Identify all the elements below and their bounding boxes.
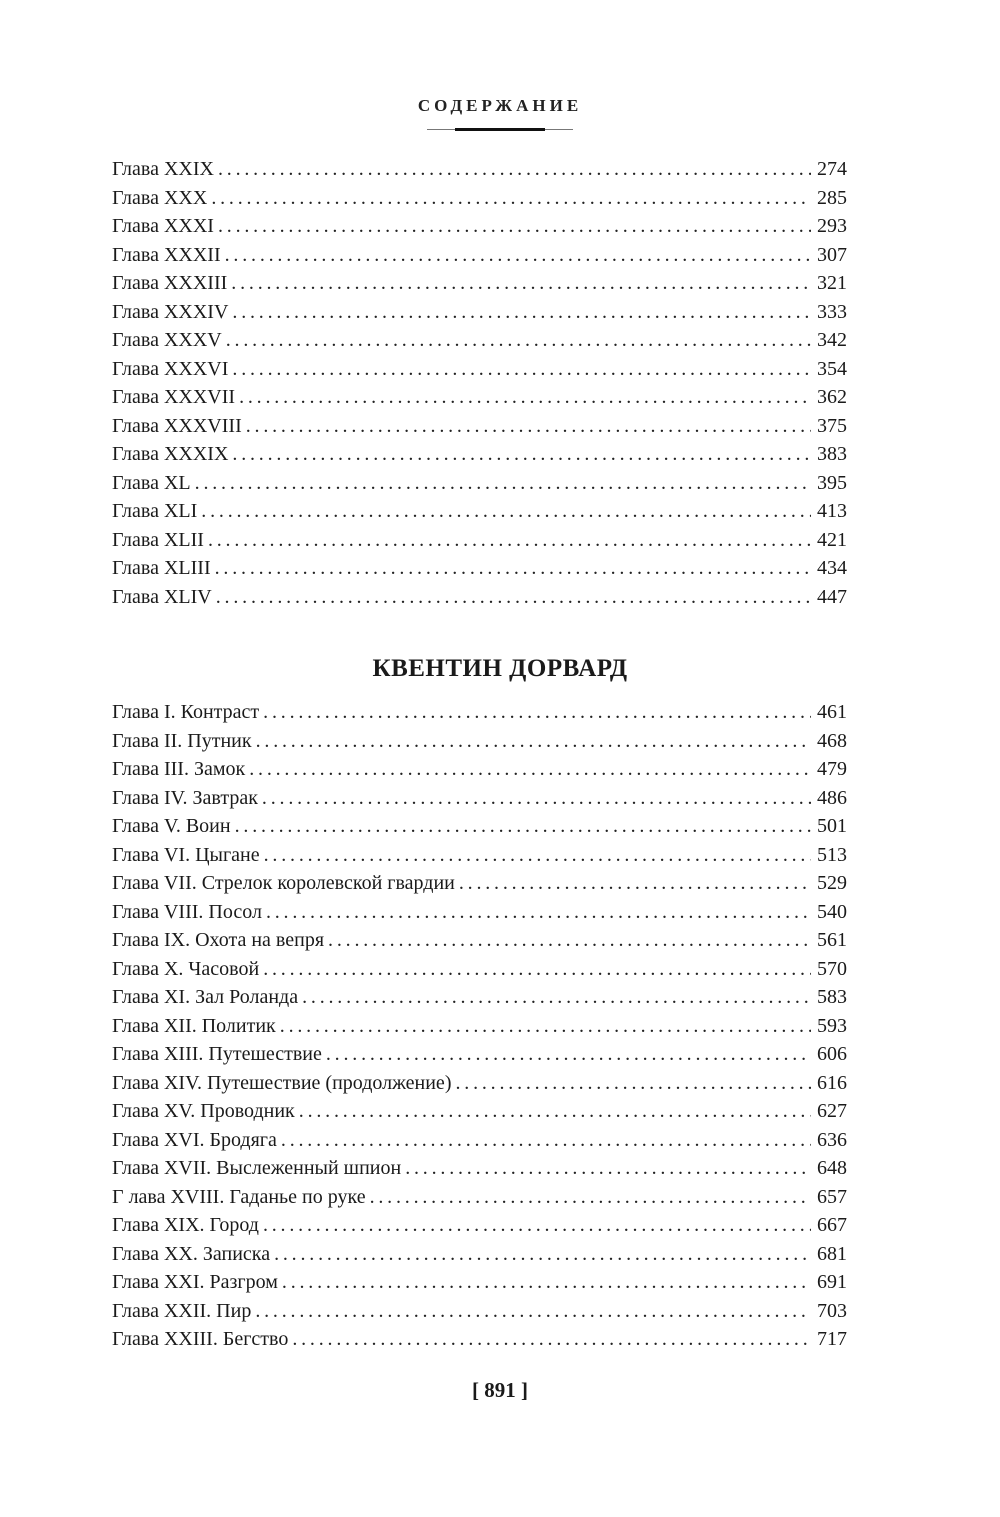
- dot-leader: [215, 554, 811, 583]
- dot-leader: [232, 440, 811, 469]
- toc-entry-title: Глава XLIV: [112, 585, 212, 608]
- dot-leader: [326, 1040, 811, 1069]
- toc-entry-page: 717: [817, 1328, 847, 1350]
- toc-entry-page: 461: [817, 701, 847, 723]
- toc-entry-title: Глава XLI: [112, 500, 198, 522]
- dot-leader: [292, 1325, 811, 1354]
- toc-entry[interactable]: [112, 1211, 847, 1240]
- toc-entry-page: 691: [817, 1271, 847, 1293]
- toc-entry[interactable]: [112, 497, 847, 526]
- toc-entry[interactable]: [112, 727, 847, 756]
- toc-entry-title: Глава XXII. Пир: [112, 1299, 252, 1322]
- toc-entry-title: Глава XXI. Разгром: [112, 1271, 278, 1293]
- toc-entry-title: Глава V. Воин: [112, 815, 231, 837]
- dot-leader: [274, 1240, 811, 1269]
- dot-leader: [459, 869, 811, 898]
- dot-leader: [455, 1069, 811, 1098]
- dot-leader: [281, 1126, 811, 1155]
- toc-entry-title: Глава XXXVII: [112, 386, 236, 408]
- toc-entry[interactable]: [112, 1268, 847, 1297]
- toc-entry-page: 375: [817, 414, 847, 437]
- dot-leader: [231, 269, 811, 298]
- dot-leader: [195, 469, 811, 498]
- toc-entry-title: Глава XV. Проводник: [112, 1100, 295, 1122]
- dot-leader: [218, 155, 811, 184]
- toc-entry-page: 383: [817, 443, 847, 465]
- toc-entry[interactable]: [112, 1126, 847, 1155]
- toc-entry[interactable]: [112, 812, 847, 841]
- toc-entry-title: Глава X. Часовой: [112, 957, 260, 980]
- toc-entry-title: Глава XLIII: [112, 557, 211, 579]
- toc-entry-title: Глава XXXVIII: [112, 414, 242, 437]
- toc-entry[interactable]: [112, 1069, 847, 1098]
- toc-entry-title: Глава II. Путник: [112, 729, 252, 752]
- toc-entry-page: 307: [817, 243, 847, 266]
- toc-entry-page: 681: [817, 1242, 847, 1265]
- toc-entry[interactable]: [112, 554, 847, 583]
- toc-entry-page: 648: [817, 1157, 847, 1179]
- toc-entry[interactable]: [112, 1297, 847, 1326]
- toc-entry-page: 703: [817, 1299, 847, 1322]
- toc-entry[interactable]: [112, 241, 847, 270]
- toc-entry-title: Глава XIV. Путешествие (продолжение): [112, 1071, 452, 1094]
- dot-leader: [280, 1012, 811, 1041]
- toc-entry-page: 501: [817, 815, 847, 837]
- page-number: [ 891 ]: [472, 1378, 528, 1402]
- toc-entry[interactable]: [112, 926, 847, 955]
- toc-entry[interactable]: [112, 298, 847, 327]
- toc-entry-page: 413: [817, 500, 847, 522]
- toc-entry-title: Глава XXX: [112, 186, 208, 209]
- toc-entry-title: Глава XII. Политик: [112, 1014, 276, 1037]
- toc-entry-page: 274: [817, 158, 847, 180]
- toc-entry-title: Глава XL: [112, 471, 191, 494]
- dot-leader: [246, 412, 811, 441]
- toc-entry-page: 293: [817, 215, 847, 237]
- toc-entry[interactable]: [112, 412, 847, 441]
- header-rule-accent: [455, 128, 545, 131]
- dot-leader: [249, 755, 811, 784]
- toc-entry-title: Глава XIII. Путешествие: [112, 1043, 322, 1065]
- dot-leader: [263, 1211, 811, 1240]
- toc-entry-title: Глава XXXV: [112, 329, 222, 351]
- toc-entry[interactable]: [112, 1012, 847, 1041]
- dot-leader: [232, 355, 811, 384]
- toc-entry-page: 593: [817, 1014, 847, 1037]
- toc-entry-page: 606: [817, 1043, 847, 1065]
- toc-entry-page: 513: [817, 843, 847, 866]
- toc-entry-page: 321: [817, 272, 847, 294]
- toc-entry[interactable]: [112, 955, 847, 984]
- toc-entry-page: 362: [817, 386, 847, 408]
- toc-entry-title: Глава XXXIV: [112, 300, 229, 323]
- dot-leader: [255, 1297, 811, 1326]
- toc-entry-title: Глава IX. Охота на вепря: [112, 929, 325, 951]
- toc-entry-title: Глава VII. Стрелок королевской гвардии: [112, 872, 455, 894]
- toc-entry-page: 285: [817, 186, 847, 209]
- toc-entry-title: Глава XLII: [112, 528, 204, 551]
- toc-entry[interactable]: [112, 383, 847, 412]
- dot-leader: [302, 983, 811, 1012]
- dot-leader: [232, 298, 811, 327]
- toc-entry-title: Глава XI. Зал Роланда: [112, 986, 299, 1008]
- toc-entry-title: Глава IV. Завтрак: [112, 786, 258, 809]
- toc-entry-title: Глава XXXIX: [112, 443, 229, 465]
- dot-leader: [218, 212, 811, 241]
- dot-leader: [328, 926, 811, 955]
- toc-entry[interactable]: [112, 1040, 847, 1069]
- dot-leader: [256, 727, 811, 756]
- toc-entry[interactable]: [112, 212, 847, 241]
- toc-entry-title: Глава XIX. Город: [112, 1214, 259, 1236]
- toc-entry-title: Г лава XVIII. Гаданье по руке: [112, 1185, 366, 1208]
- toc-entry-title: Глава VI. Цыгане: [112, 843, 260, 866]
- toc-entry[interactable]: [112, 869, 847, 898]
- toc-entry-page: 479: [817, 758, 847, 780]
- toc-entry[interactable]: [112, 841, 847, 870]
- toc-entry-title: Глава I. Контраст: [112, 701, 260, 723]
- toc-entry-page: 468: [817, 729, 847, 752]
- dot-leader: [264, 841, 811, 870]
- toc-entry-page: 529: [817, 872, 847, 894]
- toc-entry[interactable]: [112, 155, 847, 184]
- dot-leader: [211, 184, 811, 213]
- toc-entry-title: Глава XXIII. Бегство: [112, 1328, 289, 1350]
- toc-entry[interactable]: [112, 184, 847, 213]
- toc-entry-title: Глава III. Замок: [112, 758, 246, 780]
- toc-entry[interactable]: [112, 784, 847, 813]
- toc-entry-page: 627: [817, 1100, 847, 1122]
- toc-entry[interactable]: [112, 898, 847, 927]
- dot-leader: [226, 326, 811, 355]
- toc-entry-page: 447: [817, 585, 847, 608]
- dot-leader: [235, 812, 811, 841]
- toc-entry[interactable]: [112, 1154, 847, 1183]
- toc-entry[interactable]: [112, 1240, 847, 1269]
- dot-leader: [225, 241, 811, 270]
- dot-leader: [405, 1154, 811, 1183]
- toc-entry-page: 354: [817, 357, 847, 380]
- running-head: СОДЕРЖАНИЕ: [417, 96, 583, 115]
- dot-leader: [239, 383, 811, 412]
- toc-entry-title: Глава XXXI: [112, 215, 214, 237]
- toc-entry-title: Глава XXXII: [112, 243, 221, 266]
- dot-leader: [263, 955, 811, 984]
- toc-entry-page: 395: [817, 471, 847, 494]
- toc-entry[interactable]: [112, 355, 847, 384]
- toc-entry-page: 583: [817, 986, 847, 1008]
- toc-entry[interactable]: [112, 440, 847, 469]
- toc-entry-title: Глава XX. Записка: [112, 1242, 271, 1265]
- toc-entry[interactable]: [112, 469, 847, 498]
- toc-entry-title: Глава VIII. Посол: [112, 900, 262, 923]
- toc-entry-page: 342: [817, 329, 847, 351]
- dot-leader: [208, 526, 811, 555]
- toc-list-part1: [112, 155, 847, 611]
- dot-leader: [266, 898, 811, 927]
- toc-entry[interactable]: [112, 583, 847, 612]
- toc-entry[interactable]: [112, 1097, 847, 1126]
- toc-entry-title: Глава XXIX: [112, 158, 214, 180]
- toc-entry-page: 434: [817, 557, 847, 579]
- section-title: КВЕНТИН ДОРВАРД: [372, 655, 628, 682]
- toc-entry-page: 570: [817, 957, 847, 980]
- toc-entry-page: 667: [817, 1214, 847, 1236]
- dot-leader: [201, 497, 811, 526]
- toc-entry-title: Глава XVI. Бродяга: [112, 1128, 277, 1151]
- toc-list-part2: [112, 698, 847, 1354]
- dot-leader: [216, 583, 811, 612]
- dot-leader: [262, 784, 811, 813]
- dot-leader: [299, 1097, 811, 1126]
- toc-entry[interactable]: [112, 526, 847, 555]
- toc-entry[interactable]: [112, 326, 847, 355]
- toc-entry-title: Глава XXXVI: [112, 357, 229, 380]
- toc-entry[interactable]: [112, 698, 847, 727]
- toc-entry-page: 657: [817, 1185, 847, 1208]
- dot-leader: [263, 698, 811, 727]
- toc-entry[interactable]: [112, 269, 847, 298]
- toc-entry-page: 616: [817, 1071, 847, 1094]
- toc-entry[interactable]: [112, 1325, 847, 1354]
- toc-entry-title: Глава XVII. Выслеженный шпион: [112, 1157, 402, 1179]
- toc-entry-page: 561: [817, 929, 847, 951]
- toc-entry-page: 421: [817, 528, 847, 551]
- dot-leader: [282, 1268, 811, 1297]
- toc-entry-page: 540: [817, 900, 847, 923]
- toc-entry-title: Глава XXXIII: [112, 272, 228, 294]
- toc-entry[interactable]: [112, 1183, 847, 1212]
- toc-entry[interactable]: [112, 983, 847, 1012]
- toc-entry-page: 486: [817, 786, 847, 809]
- toc-entry-page: 333: [817, 300, 847, 323]
- toc-entry-page: 636: [817, 1128, 847, 1151]
- toc-entry[interactable]: [112, 755, 847, 784]
- dot-leader: [370, 1183, 811, 1212]
